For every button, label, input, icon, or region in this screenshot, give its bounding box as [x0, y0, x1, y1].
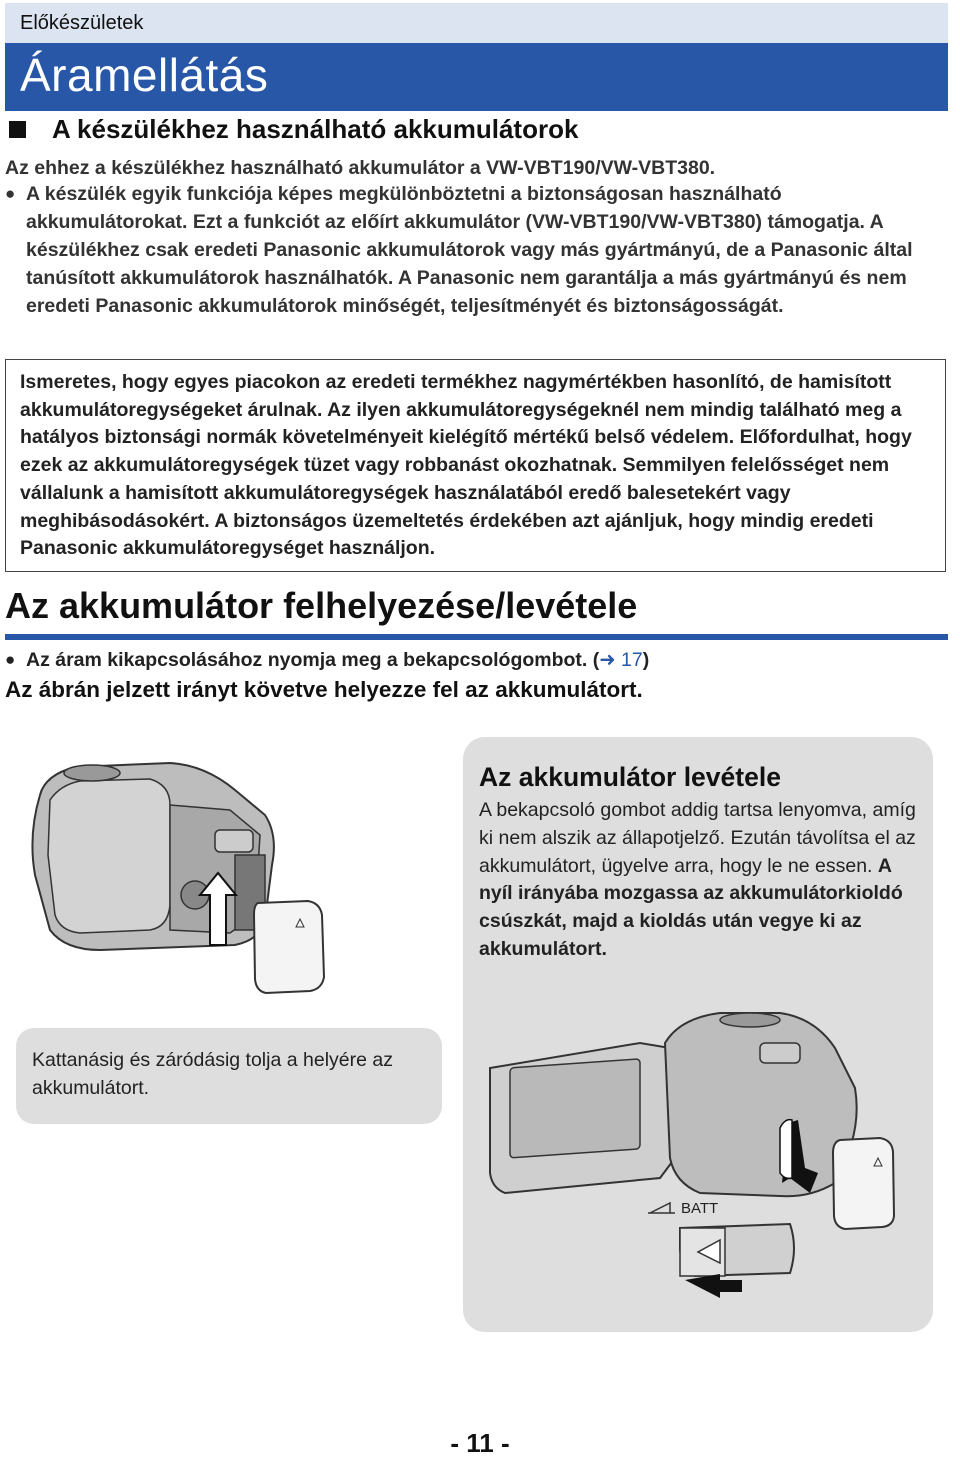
bullet-dot-icon: ● — [5, 650, 16, 669]
install-instruction: Az ábrán jelzett irányt követve helyezze fel az akkumulátort. — [5, 677, 643, 702]
removal-text-normal: A bekapcsoló gombot addig tartsa lenyomva, amíg ki nem alszik az állapotjelző. Ezután távolítsa el az akkumulátort, ügyelve arra, hogy le ne essen. — [479, 799, 916, 877]
page-link[interactable] — [599, 648, 642, 672]
heading-rule — [5, 634, 948, 640]
page-number: - 11 - — [450, 1428, 510, 1458]
note-text: Kattanásig és záródásig tolja a helyére az akkumulátort. — [32, 1049, 393, 1099]
power-off-text: Az áram kikapcsolásához nyomja meg a bekapcsológombot. ( — [26, 648, 600, 671]
intro-paragraph: Az ehhez a készülékhez használható akkumulátor a VW-VBT190/VW-VBT380. — [5, 157, 716, 179]
bullet-text: A készülék egyik funkciója képes megkülönböztetni a biztonságosan használható akkumulátorokat. Ezt a funkciót az előírt akkumulátor (VW-VBT190/VW-VBT380) támogatja. A készülékhez csak eredeti Panasonic akkumulátorok vagy más gyártmányú, de a Panasonic által tanúsított akkumulátorok használhatók. A Panasonic nem garantálja a más gyártmányú és nem eredeti Panasonic akkumulátorok minőségét, teljesítményét és biztonságosságát. — [26, 183, 913, 317]
removal-heading: Az akkumulátor levétele — [479, 762, 781, 792]
camcorder-remove-illustration — [480, 1008, 920, 1308]
warning-text: Ismeretes, hogy egyes piacokon az eredeti termékhez nagymértékben hasonlító, de hamisított akkumulátoregységeket árulnak. Az ilyen akkumulátoregységeknél nem mindig található meg a hatályos biztonsági normák követelményeit kielégítő mértékű belső védelem. Előfordulhat, hogy ezek az akkumulátoregységek tüzet vagy robbanást okozhatnak. Semmilyen felelősséget nem vállalunk a hamisított akkumulátoregységek használatából eredő balesetekért vagy meghibásodásokért. A biztonságos üzemeltetés érdekében azt ajánljuk, hogy mindig eredeti Panasonic akkumulátoregységet használjon. — [20, 371, 912, 560]
section-heading-batteries — [5, 114, 578, 145]
arrow-right-icon: ➜ — [599, 649, 616, 671]
bullet-close: ) — [642, 648, 650, 671]
breadcrumb-bar — [5, 3, 948, 43]
page-title: Áramellátás — [20, 49, 269, 101]
page-link-number: 17 — [621, 649, 643, 671]
section-heading-install: Az akkumulátor felhelyezése/levétele — [5, 585, 638, 626]
removal-text — [479, 797, 919, 964]
square-bullet-icon — [9, 121, 26, 138]
bullet-item — [5, 180, 946, 320]
batt-label: BATT — [681, 1200, 719, 1217]
section-heading-text: A készülékhez használható akkumulátorok — [52, 114, 579, 144]
breadcrumb[interactable]: Előkészületek — [20, 12, 144, 34]
power-off-bullet — [5, 648, 649, 672]
bullet-dot-icon: ● — [5, 184, 16, 203]
removal-text-bold: A nyíl irányába mozgassa az akkumulátorkioldó csúszkát, majd a kioldás után vegye ki az akkumulátort. — [479, 854, 903, 960]
camcorder-insert-illustration — [20, 755, 340, 995]
